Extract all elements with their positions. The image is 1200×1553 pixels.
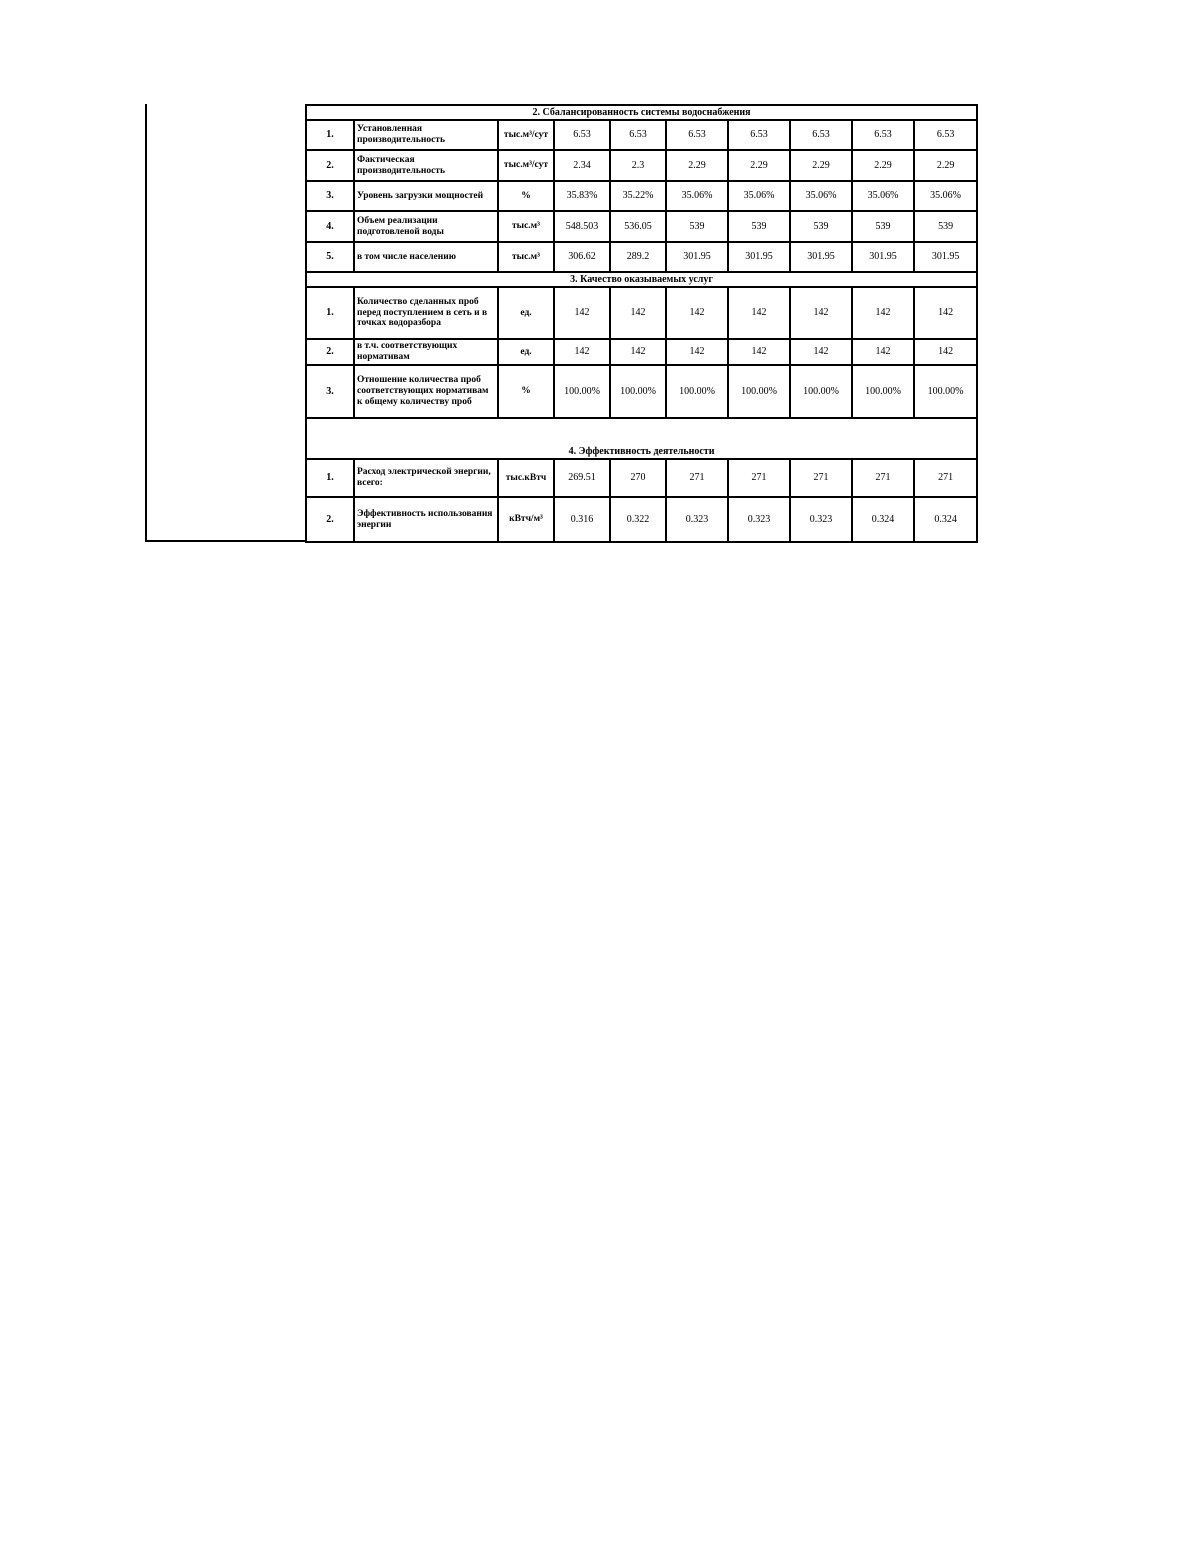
unit-cell: тыс.м³ — [498, 211, 554, 242]
unit-cell: ед. — [498, 287, 554, 339]
row-number: 2. — [306, 150, 354, 181]
value-cell: 142 — [852, 339, 914, 365]
indicator-name: Количество сделанных проб перед поступлением в сеть и в точках водоразбора — [354, 287, 498, 339]
indicator-name: Уровень загрузки мощностей — [354, 181, 498, 211]
value-cell: 35.83% — [554, 181, 610, 211]
value-cell: 0.324 — [914, 497, 977, 542]
value-cell: 142 — [728, 287, 790, 339]
value-cell: 0.316 — [554, 497, 610, 542]
value-cell: 6.53 — [554, 120, 610, 150]
value-cell: 6.53 — [666, 120, 728, 150]
unit-cell: тыс.м³ — [498, 242, 554, 272]
value-cell: 142 — [610, 339, 666, 365]
row-number: 4. — [306, 211, 354, 242]
value-cell: 271 — [728, 459, 790, 497]
value-cell: 142 — [666, 339, 728, 365]
row-number: 2. — [306, 497, 354, 542]
indicator-name: в т.ч. соответствующих нормативам — [354, 339, 498, 365]
value-cell: 35.06% — [852, 181, 914, 211]
value-cell: 0.324 — [852, 497, 914, 542]
value-cell: 100.00% — [554, 365, 610, 418]
row-number: 1. — [306, 459, 354, 497]
value-cell: 6.53 — [914, 120, 977, 150]
indicator-name: Фактическая производительность — [354, 150, 498, 181]
value-cell: 539 — [852, 211, 914, 242]
table-row — [306, 287, 977, 339]
table-row — [306, 181, 977, 211]
indicator-name: Установленная производительность — [354, 120, 498, 150]
unit-cell: ед. — [498, 339, 554, 365]
value-cell: 100.00% — [790, 365, 852, 418]
indicator-name: Эффективность использования энергии — [354, 497, 498, 542]
value-cell: 100.00% — [914, 365, 977, 418]
row-number: 3. — [306, 181, 354, 211]
value-cell: 142 — [554, 339, 610, 365]
value-cell: 2.29 — [852, 150, 914, 181]
value-cell: 142 — [666, 287, 728, 339]
value-cell: 271 — [852, 459, 914, 497]
value-cell: 548.503 — [554, 211, 610, 242]
value-cell: 142 — [914, 339, 977, 365]
value-cell: 35.06% — [914, 181, 977, 211]
value-cell: 35.06% — [790, 181, 852, 211]
value-cell: 2.29 — [790, 150, 852, 181]
value-cell: 306.62 — [554, 242, 610, 272]
value-cell: 270 — [610, 459, 666, 497]
section-title: 3. Качество оказываемых услуг — [306, 272, 977, 287]
value-cell: 35.06% — [728, 181, 790, 211]
value-cell: 6.53 — [610, 120, 666, 150]
value-cell: 2.34 — [554, 150, 610, 181]
value-cell: 539 — [790, 211, 852, 242]
table-row — [306, 211, 977, 242]
value-cell: 2.29 — [728, 150, 790, 181]
row-number: 5. — [306, 242, 354, 272]
table-row — [306, 497, 977, 542]
indicator-name: Объем реализации подготовленой воды — [354, 211, 498, 242]
value-cell: 142 — [790, 339, 852, 365]
value-cell: 269.51 — [554, 459, 610, 497]
table-row — [306, 365, 977, 418]
indicator-name: Отношение количества проб соответствующих нормативам к общему количеству проб — [354, 365, 498, 418]
value-cell: 539 — [914, 211, 977, 242]
section-header-row — [306, 418, 977, 459]
value-cell: 142 — [790, 287, 852, 339]
value-cell: 2.3 — [610, 150, 666, 181]
value-cell: 100.00% — [852, 365, 914, 418]
value-cell: 301.95 — [852, 242, 914, 272]
table-row — [306, 459, 977, 497]
value-cell: 0.323 — [666, 497, 728, 542]
unit-cell: % — [498, 181, 554, 211]
unit-cell: тыс.кВтч — [498, 459, 554, 497]
value-cell: 35.22% — [610, 181, 666, 211]
value-cell: 142 — [554, 287, 610, 339]
value-cell: 142 — [914, 287, 977, 339]
value-cell: 271 — [790, 459, 852, 497]
row-number: 2. — [306, 339, 354, 365]
section-title: 4. Эффективность деятельности — [306, 418, 977, 459]
value-cell: 301.95 — [914, 242, 977, 272]
table-row — [306, 150, 977, 181]
section-header-row — [306, 272, 977, 287]
indicator-name: в том числе населению — [354, 242, 498, 272]
indicator-name: Расход электрической энергии, всего: — [354, 459, 498, 497]
bottom-border-line — [145, 540, 307, 542]
left-border-line — [145, 104, 147, 542]
section-header-row — [306, 105, 977, 120]
table-row — [306, 339, 977, 365]
value-cell: 6.53 — [790, 120, 852, 150]
value-cell: 142 — [728, 339, 790, 365]
row-number: 1. — [306, 287, 354, 339]
value-cell: 100.00% — [728, 365, 790, 418]
value-cell: 35.06% — [666, 181, 728, 211]
unit-cell: тыс.м³/сут — [498, 120, 554, 150]
value-cell: 536.05 — [610, 211, 666, 242]
value-cell: 539 — [728, 211, 790, 242]
value-cell: 301.95 — [790, 242, 852, 272]
table-row — [306, 242, 977, 272]
value-cell: 6.53 — [728, 120, 790, 150]
value-cell: 0.322 — [610, 497, 666, 542]
value-cell: 539 — [666, 211, 728, 242]
value-cell: 0.323 — [728, 497, 790, 542]
value-cell: 0.323 — [790, 497, 852, 542]
value-cell: 301.95 — [728, 242, 790, 272]
value-cell: 289.2 — [610, 242, 666, 272]
row-number: 3. — [306, 365, 354, 418]
unit-cell: кВтч/м³ — [498, 497, 554, 542]
value-cell: 271 — [666, 459, 728, 497]
value-cell: 2.29 — [914, 150, 977, 181]
value-cell: 142 — [852, 287, 914, 339]
row-number: 1. — [306, 120, 354, 150]
section-title: 2. Сбалансированность системы водоснабжения — [306, 105, 977, 120]
indicators-table — [305, 104, 978, 543]
value-cell: 100.00% — [666, 365, 728, 418]
value-cell: 271 — [914, 459, 977, 497]
value-cell: 100.00% — [610, 365, 666, 418]
value-cell: 142 — [610, 287, 666, 339]
value-cell: 2.29 — [666, 150, 728, 181]
table-row — [306, 120, 977, 150]
value-cell: 6.53 — [852, 120, 914, 150]
table-body — [306, 105, 977, 542]
value-cell: 301.95 — [666, 242, 728, 272]
unit-cell: % — [498, 365, 554, 418]
unit-cell: тыс.м³/сут — [498, 150, 554, 181]
